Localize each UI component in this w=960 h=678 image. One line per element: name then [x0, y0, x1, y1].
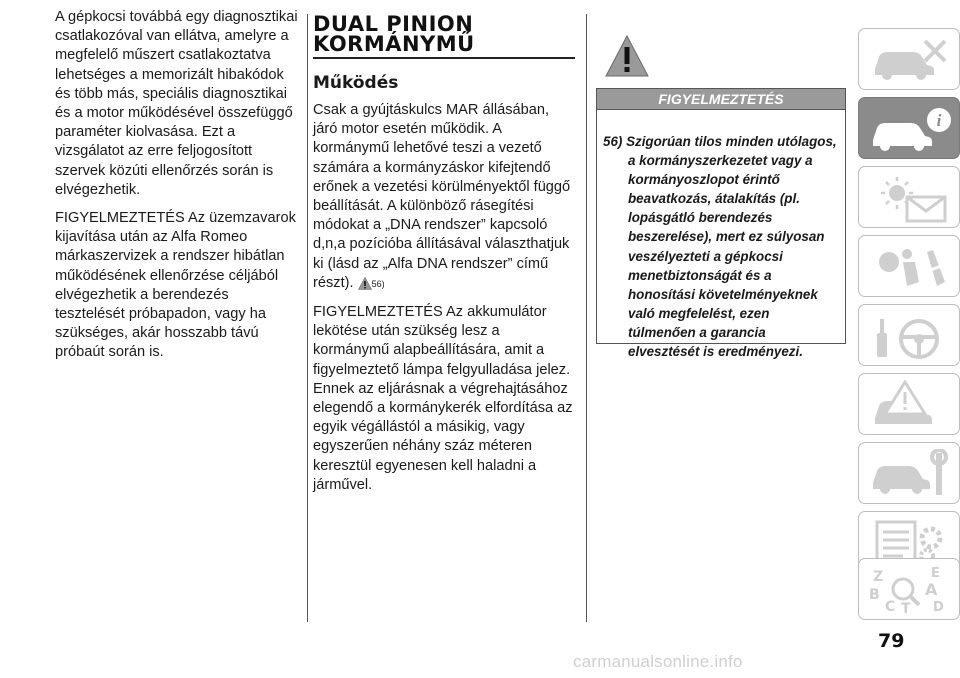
- subsection-title: Működés: [313, 73, 399, 93]
- paragraph-operation: Csak a gyújtáskulcs MAR állásában, járó motor esetén működik. A kormánymű lehetővé teszi a vezető számára a kormányzáskor kifejtendő erőnek a vezetési körülményektől függő beállítását. A különböző rásegítési módokat a „DNA rendszer” kapcsoló d,n,a pozícióba állításával választhatjuk ki (lásd az „Alfa DNA rendszer” című részt). 56): [313, 102, 571, 291]
- alphabet-index-icon: [867, 565, 953, 615]
- column-divider-right: [586, 14, 587, 622]
- svg-text:T: T: [901, 601, 911, 615]
- tab-safety[interactable]: [858, 235, 960, 297]
- tab-starting-driving[interactable]: [858, 304, 960, 366]
- text-column-left: [55, 8, 300, 372]
- car-wrench-icon: [867, 449, 953, 499]
- paragraph-diagnostics: A gépkocsi továbbá egy diagnosztikai csatlakozóval van ellátva, amelyre a megfelelő műszert csatlakoztatva lehetséges a memorizált hibakódok és több más, speciális diagnosztikai és a motor működésével összefüggő paraméter kiolvasása. Ezt a vizsgálatot az erre feljogosított szervek közúti ellenőrzés során is elvégezhetik.: [55, 9, 298, 198]
- car-tools-icon: [867, 35, 953, 85]
- column-divider-left: [307, 14, 308, 622]
- tab-car-tools[interactable]: [858, 28, 960, 90]
- car-info-icon: [867, 104, 953, 154]
- svg-text:C: C: [885, 599, 896, 615]
- tab-lights-messages[interactable]: [858, 166, 960, 228]
- section-title: DUAL PINION KORMÁNYMŰ: [313, 12, 475, 56]
- svg-text:D: D: [933, 600, 944, 615]
- warning-reference: 56): [371, 278, 385, 289]
- warning-header: FIGYELMEZTETÉS: [597, 89, 845, 110]
- tab-emergency[interactable]: [858, 373, 960, 435]
- svg-text:Z: Z: [873, 569, 884, 585]
- tab-car-info[interactable]: [858, 97, 960, 159]
- svg-text:A: A: [925, 580, 938, 599]
- airbag-seatbelt-icon: [867, 242, 953, 292]
- tab-servicing[interactable]: [858, 442, 960, 504]
- warning-box: [596, 88, 846, 360]
- warning-text: 56) Szigorúan tilos minden utólagos, a kormányszerkezetet vagy a kormányoszlopot érintő beavatkozás, átalakítás (pl. lopásgátló berendezés beszerelése), mert ez súlyosan veszélyezteti a gépkocsi menetbiztonságát és a honosítási követelményeknek való megfelelést, ezen túlmenően a garancia elvesztését is eredményezi.: [603, 134, 837, 360]
- warning-triangle-icon: [358, 277, 372, 290]
- svg-text:E: E: [931, 566, 940, 581]
- watermark: carmanualsonline.info: [573, 652, 743, 671]
- paragraph-service-note: FIGYELMEZTETÉS Az üzemzavarok kijavítása után az Alfa Romeo márkaszervizek a rendszer hibátlan működésének ellenőrzése céljából elvégezhetik a berendezés tesztelését próbapadon, vagy ha szükséges, akár hosszabb távú próbaút során is.: [55, 210, 296, 361]
- key-steering-wheel-icon: [867, 311, 953, 361]
- text-column-middle: [313, 14, 575, 504]
- svg-text:B: B: [869, 587, 880, 603]
- tab-alphabetical-index[interactable]: [858, 558, 960, 620]
- lights-envelope-icon: [867, 173, 953, 223]
- svg-text:i: i: [936, 111, 942, 130]
- car-warning-icon: [867, 380, 953, 430]
- paragraph-battery-note: FIGYELMEZTETÉS Az akkumulátor lekötése után szükség lesz a kormánymű alapbeállítására, amit a figyelmeztető lámpa felgyulladása jelez. Ennek az eljárásnak a végrehajtásához elegendő a kormánykerék elfordítása az egyik végállástól a másikig, vagy egyszerűen néhány száz méteren keresztül egyenesen kell haladni a járművel.: [313, 304, 573, 493]
- page-number: 79: [878, 630, 905, 652]
- section-title-rule: [313, 57, 575, 59]
- warning-triangle-icon: [604, 34, 650, 78]
